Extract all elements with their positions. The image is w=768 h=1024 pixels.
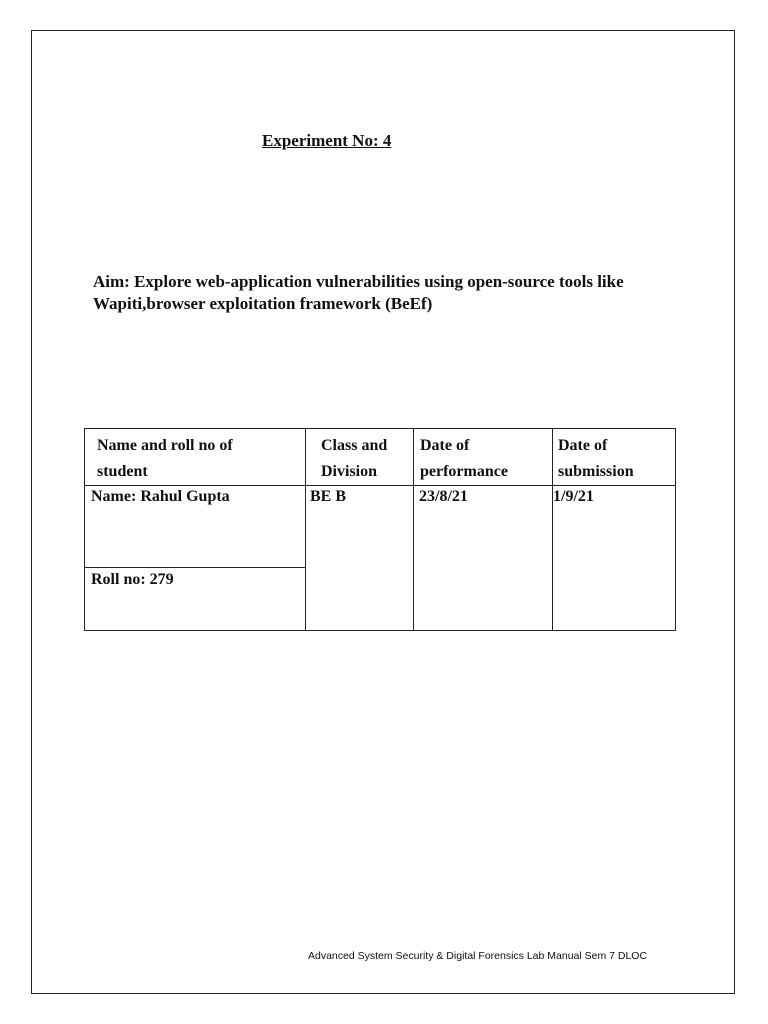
header-name-roll-line1: Name and roll no of (97, 437, 233, 454)
table-header-row (85, 429, 676, 486)
header-date-performance-line2: performance (420, 463, 508, 480)
student-name: Name: Rahul Gupta (91, 488, 230, 505)
header-class-division-line1: Class and (321, 437, 388, 454)
header-class-division-line2: Division (321, 463, 378, 480)
header-name-roll-line2: student (97, 463, 148, 480)
date-submission-value: 1/9/21 (553, 488, 594, 505)
aim-line-2: Wapiti,browser exploitation framework (BeEf) (93, 294, 433, 313)
header-date-performance (414, 429, 553, 486)
header-date-performance-line1: Date of (420, 437, 470, 454)
aim-statement (93, 271, 693, 315)
roll-number: Roll no: 279 (91, 571, 174, 588)
aim-line-1: Aim: Explore web-application vulnerabilities using open-source tools like (93, 272, 624, 291)
table-row (85, 486, 676, 568)
cell-date-submission (553, 486, 676, 631)
date-performance-value: 23/8/21 (419, 488, 468, 505)
student-info-table (84, 428, 676, 631)
cell-student-name (85, 486, 306, 568)
experiment-title: Experiment No: 4 (262, 131, 392, 150)
header-date-submission (553, 429, 676, 486)
header-name-roll (85, 429, 306, 486)
page-footer: Advanced System Security & Digital Forensics Lab Manual Sem 7 DLOC (308, 950, 648, 962)
class-division-value: BE B (310, 488, 347, 505)
cell-class-division (306, 486, 414, 631)
cell-date-performance (414, 486, 553, 631)
cell-roll-number (85, 568, 306, 631)
header-date-submission-line1: Date of (558, 437, 608, 454)
header-date-submission-line2: submission (558, 463, 634, 480)
header-class-division (306, 429, 414, 486)
